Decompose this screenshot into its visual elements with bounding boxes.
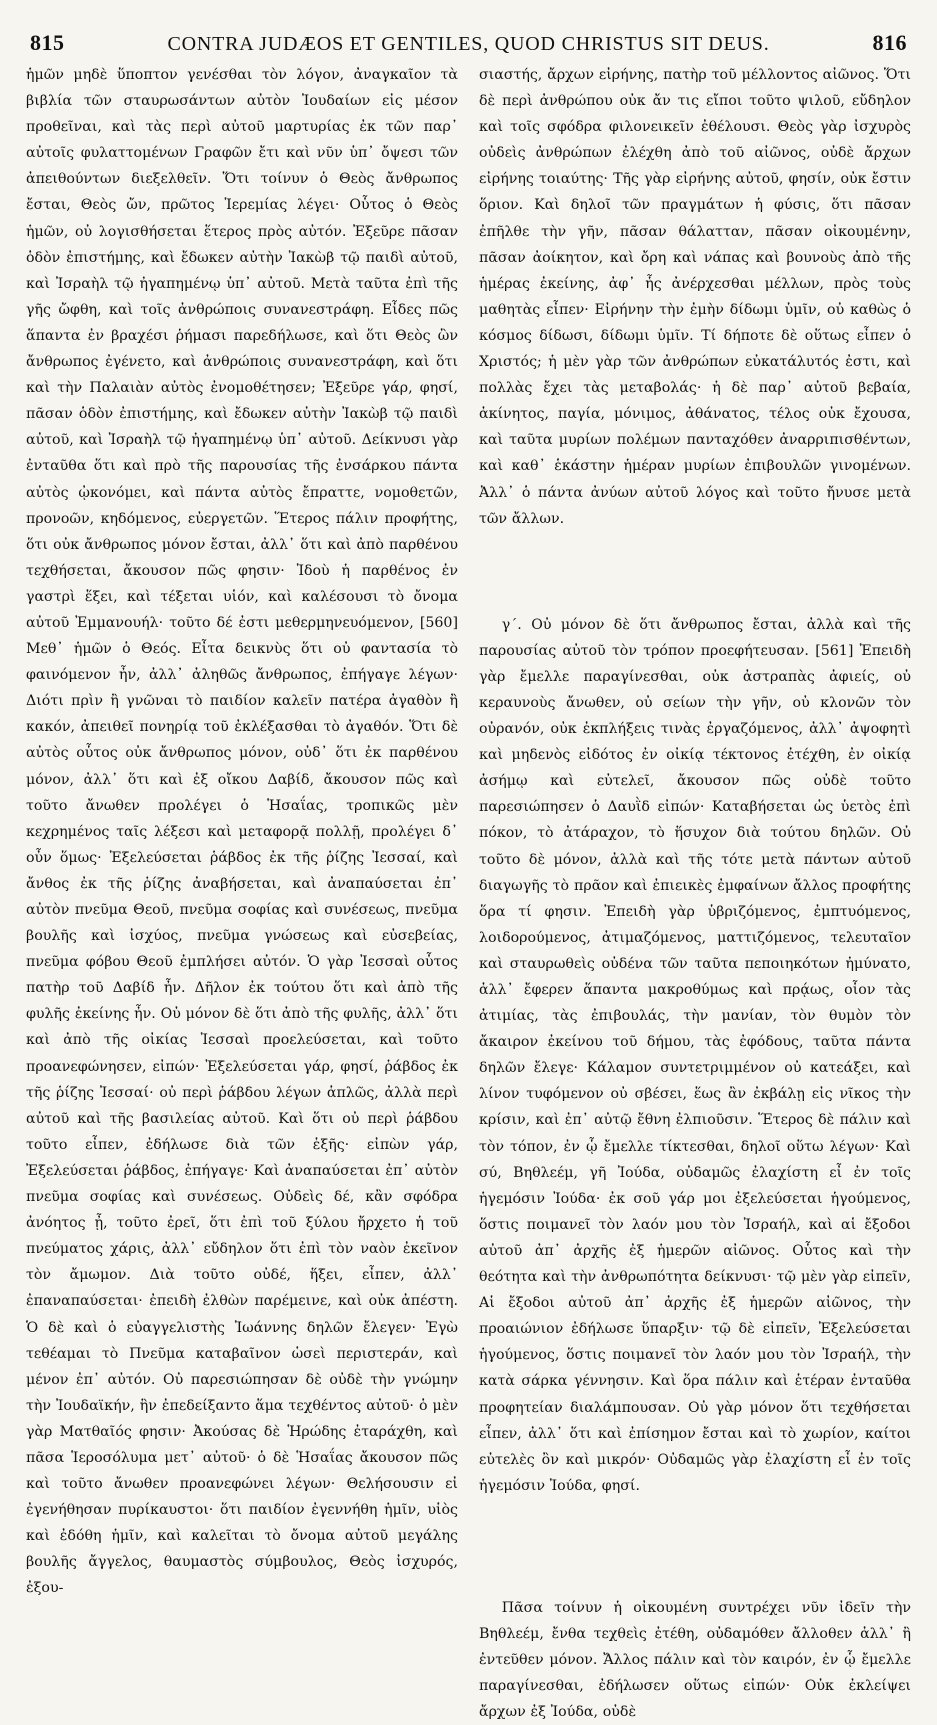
right-paragraph-2: γ΄. Οὐ μόνον δὲ ὅτι ἄνθρωπος ἔσται, ἀλλὰ καὶ τῆς παρουσίας αὐτοῦ τὸν τρόπον προεφήτευσαν. [561] Ἐπειδὴ γὰρ ἔμελλε παραγίνεσθαι, οὐκ ἀστραπὰς ἀφιείς, οὐ κεραυνοὺς ἄνωθεν, οὐ σείων τὴν γῆν, οὐ κλονῶν τὸν οὐρανόν, οὐκ ἐκπλήξεις τινὰς ἐργαζόμενος, ἀλλ᾽ ἀψοφητὶ καὶ μηδενὸς εἰδότος ἐν οἰκίᾳ τέκτονος ἐτέχθη, ἐν οἰκίᾳ ἀσήμῳ καὶ εὐτελεῖ, ἄκουσον πῶς οὐδὲ τοῦτο παρεσιώπησεν ὁ Δαυῒδ εἰπών· Καταβήσεται ὡς ὑετὸς ἐπὶ πόκον, τὸ ἀτάραχον, τὸ ἥσυχον διὰ τούτου δηλῶν. Οὐ τοῦτο δὲ μόνον, ἀλλὰ καὶ τῆς τότε μετὰ πάντων αὐτοῦ διαγωγῆς τὸ πρᾶον καὶ ἐπιεικὲς ἐμφαίνων ἄλλος προφήτης ὅρα τί φησιν. Ἐπειδὴ γὰρ ὑβριζόμενος, ἐμπτυόμενος, λοιδορούμενος, ἀτιμαζόμενος, ματτιζόμενος, τελευταῖον καὶ σταυρωθεὶς οὐδένα τῶν ταῦτα πεποιηκότων ἠμύνατο, ἀλλ᾽ ἔφερεν ἅπαντα μακροθύμως καὶ πρᾴως, οἷον τὰς ἀτιμίας, τὰς ἐπιβουλάς, τὴν μανίαν, τὸν θυμὸν τὸν ἄκαιρον ἐκείνου τοῦ δήμου, τὰς ἐφόδους, ταῦτα πάντα δηλῶν ἔλεγε· Κάλαμον συντετριμμένον οὐ κατεάξει, καὶ λίνον τυφόμενον οὐ σβέσει, ἕως ἂν ἐκβάλῃ εἰς νῖκος τὴν κρίσιν, καὶ ἐπ᾽ αὐτῷ ἔθνη ἐλπιοῦσιν. Ἕτερος δὲ πάλιν καὶ τὸν τόπον, ἐν ᾧ ἔμελλε τίκτεσθαι, δηλοῖ οὕτω λέγων· Καὶ σύ, Βηθλεέμ, γῆ Ἰούδα, οὐδαμῶς ἐλαχίστη εἶ ἐν τοῖς ἡγεμόσιν Ἰούδα· ἐκ σοῦ γάρ μοι ἐξελεύσεται ἡγούμενος, ὅστις ποιμανεῖ τὸν λαόν μου τὸν Ἰσραήλ, καὶ αἱ ἔξοδοι αὐτοῦ ἀπ᾽ ἀρχῆς ἐξ ἡμερῶν αἰῶνος. Οὗτος καὶ τὴν θεότητα καὶ τὴν ἀνθρωπότητα δείκνυσι· τῷ μὲν γὰρ εἰπεῖν, Αἱ ἔξοδοι αὐτοῦ ἀπ᾽ ἀρχῆς ἐξ ἡμερῶν αἰῶνος, τὴν προαιώνιον ἐδήλωσε ὕπαρξιν· τῷ δὲ εἰπεῖν, Ἐξελεύσεται ἡγούμενος, ὅστις ποιμανεῖ τὸν λαόν μου τὸν Ἰσραήλ, τὴν κατὰ σάρκα γέννησιν. Καὶ ὅρα πάλιν καὶ ἑτέραν ἐνταῦθα προφητείαν διαλάμπουσαν. Οὐ γὰρ μόνον ὅτι τεχθήσεται εἶπεν, ἀλλ᾽ ὅτι καὶ ἐπίσημον ἔσται καὶ τὸ χωρίον, καίτοι εὐτελὲς ὂν καὶ μικρόν· Οὐδαμῶς γὰρ ἐλαχίστη εἶ ἐν τοῖς ἡγεμόσιν Ἰούδα, φησί. bbox=[479, 616, 911, 1494]
left-paragraph-1: ἡμῶν μηδὲ ὕποπτον γενέσθαι τὸν λόγον, ἀναγκαῖον τὰ βιβλία τῶν σταυρωσάντων αὐτὸν Ἰουδαίων εἰς μέσον προθεῖναι, καὶ τὰς περὶ αὐτοῦ μαρτυρίας ἐκ τῶν παρ᾽ αὐτοῖς φυλαττομένων Γραφῶν ἔτι καὶ νῦν ὑπ᾽ ὄψεσι τῶν ἀπειθούντων διεξελθεῖν. Ὅτι τοίνυν ὁ Θεὸς ἄνθρωπος ἔσται, Θεὸς ὤν, πρῶτος Ἱερεμίας λέγει· Οὗτος ὁ Θεὸς ἡμῶν, οὐ λογισθήσεται ἕτερος πρὸς αὐτόν. Ἐξεῦρε πᾶσαν ὁδὸν ἐπιστήμης, καὶ ἔδωκεν αὐτὴν Ἰακὼβ τῷ παιδὶ αὐτοῦ, καὶ Ἰσραὴλ τῷ ἠγαπημένῳ ὑπ᾽ αὐτοῦ. Μετὰ ταῦτα ἐπὶ τῆς γῆς ὤφθη, καὶ τοῖς ἀνθρώποις συνανεστράφη. Εἶδες πῶς ἅπαντα ἐν βραχέσι ῥήμασι παρεδήλωσε, καὶ ὅτι Θεὸς ὢν ἄνθρωπος ἐγένετο, καὶ ἀνθρώποις συνανεστράφη, καὶ ὅτι καὶ τὴν Παλαιὰν αὐτὸς ἐνομοθέτησεν; Ἐξεῦρε γάρ, φησί, πᾶσαν ὁδὸν ἐπιστήμης, καὶ ἔδωκεν αὐτὴν Ἰακὼβ τῷ παιδὶ αὐτοῦ, καὶ Ἰσραὴλ τῷ ἠγαπημένῳ ὑπ᾽ αὐτοῦ. Δείκνυσι γὰρ ἐνταῦθα ὅτι καὶ πρὸ τῆς παρουσίας τῆς ἐνσάρκου πάντα αὐτὸς ᾠκονόμει, καὶ πάντα αὐτὸς ἔπραττε, νομοθετῶν, προνοῶν, κηδόμενος, εὐεργετῶν. Ἕτερος πάλιν προφήτης, ὅτι οὐκ ἄνθρωπος μόνον ἔσται, ἀλλ᾽ ὅτι καὶ ἀπὸ παρθένου τεχθήσεται, ἄκουσον πῶς φησιν· Ἰδοὺ ἡ παρθένος ἐν γαστρὶ ἕξει, καὶ τέξεται υἱόν, καὶ καλέσουσι τὸ ὄνομα αὐτοῦ Ἐμμανουήλ· τοῦτο δέ ἐστι μεθερμηνευόμενον, [560] Μεθ᾽ ἡμῶν ὁ Θεός. Εἶτα δεικνὺς ὅτι οὐ φαντασία τὸ φαινόμενον ἦν, ἀλλ᾽ ἀληθῶς ἄνθρωπος, ἐπήγαγε λέγων· Διότι πρὶν ἢ γνῶναι τὸ παιδίον καλεῖν πατέρα ἀγαθὸν ἢ κακόν, ἀπειθεῖ πονηρίᾳ τοῦ ἐκλέξασθαι τὸ ἀγαθόν. Ὅτι δὲ αὐτὸς οὗτος οὐκ ἄνθρωπος μόνον, οὐδ᾽ ὅτι ἐκ παρθένου μόνον, ἀλλ᾽ ὅτι καὶ ἐξ οἴκου Δαβίδ, ἄκουσον πῶς καὶ τοῦτο ἄνωθεν προλέγει ὁ Ἡσαΐας, τροπικῶς μὲν κεχρημένος ταῖς λέξεσι καὶ μεταφορᾷ πολλῇ, προλέγει δ᾽ οὖν ὅμως· Ἐξελεύσεται ῥάβδος ἐκ τῆς ῥίζης Ἰεσσαί, καὶ ἄνθος ἐκ τῆς ῥίζης ἀναβήσεται, καὶ ἀναπαύσεται ἐπ᾽ αὐτὸν πνεῦμα Θεοῦ, πνεῦμα σοφίας καὶ συνέσεως, πνεῦμα βουλῆς καὶ ἰσχύος, πνεῦμα γνώσεως καὶ εὐσεβείας, πνεῦμα φόβου Θεοῦ ἐμπλήσει αὐτόν. Ὁ γὰρ Ἰεσσαὶ οὗτος πατὴρ τοῦ Δαβίδ ἦν. Δῆλον ἐκ τούτου ὅτι καὶ ἀπὸ τῆς φυλῆς ἐκείνης ἦν. Οὐ μόνον δὲ ὅτι ἀπὸ τῆς φυλῆς, ἀλλ᾽ ὅτι καὶ ἀπὸ τῆς οἰκίας Ἰεσσαὶ προελεύσεται, καὶ τοῦτο προανεφώνησεν, εἰπών· Ἐξελεύσεται γάρ, φησί, ῥάβδος ἐκ τῆς ῥίζης Ἰεσσαί· οὐ περὶ ῥάβδου λέγων ἁπλῶς, ἀλλὰ περὶ αὐτοῦ καὶ τῆς βασιλείας αὐτοῦ. Καὶ ὅτι οὐ περὶ ῥάβδου τοῦτο εἶπεν, ἐδήλωσε διὰ τῶν ἑξῆς· εἰπὼν γάρ, Ἐξελεύσεται ῥάβδος, ἐπήγαγε· Καὶ ἀναπαύσεται ἐπ᾽ αὐτὸν πνεῦμα σοφίας καὶ συνέσεως. Οὐδεὶς δέ, κἂν σφόδρα ἀνόητος ᾖ, τοῦτο ἐρεῖ, ὅτι ἐπὶ τοῦ ξύλου ἤρχετο ἡ τοῦ πνεύματος χάρις, ἀλλ᾽ εὔδηλον ὅτι ἐπὶ τὸν ναὸν ἐκεῖνον τὸν ἄμωμον. Διὰ τοῦτο οὐδέ, ἥξει, εἶπεν, ἀλλ᾽ ἐπαναπαύσεται· ἐπειδὴ ἐλθὼν παρέμεινε, καὶ οὐκ ἀπέστη. Ὁ δὲ καὶ ὁ εὐαγγελιστὴς Ἰωάννης δηλῶν ἔλεγεν· Ἐγὼ τεθέαμαι τὸ Πνεῦμα καταβαῖνον ὡσεὶ περιστεράν, καὶ μένον ἐπ᾽ αὐτόν. Οὐ παρεσιώπησαν δὲ οὐδὲ τὴν γνώμην τὴν Ἰουδαϊκήν, ἣν ἐπεδείξαντο ἅμα τεχθέντος αὐτοῦ· ὁ μὲν γὰρ Ματθαῖός φησιν· Ἀκούσας δὲ Ἡρώδης ἐταράχθη, καὶ πᾶσα Ἱεροσόλυμα μετ᾽ αὐτοῦ· ὁ δὲ Ἡσαΐας ἄκουσον πῶς καὶ τοῦτο ἄνωθεν προανεφώνει λέγων· Θελήσουσιν εἰ ἐγενήθησαν πυρίκαυστοι· ὅτι παιδίον ἐγεννήθη ἡμῖν, υἱὸς καὶ ἐδόθη ἡμῖν, καὶ καλεῖται τὸ ὄνομα αὐτοῦ μεγάλης βουλῆς ἄγγελος, θαυμαστὸς σύμβουλος, Θεὸς ἰσχυρός, ἐξου- bbox=[26, 67, 458, 1597]
right-column bbox=[479, 62, 911, 1725]
running-title: CONTRA JUDÆOS ET GENTILES, QUOD CHRISTUS SIT DEUS. bbox=[167, 33, 770, 55]
two-column-body bbox=[26, 62, 911, 1725]
section-spacer bbox=[479, 532, 911, 612]
section-spacer bbox=[479, 1499, 911, 1595]
right-paragraph-3: Πᾶσα τοίνυν ἡ οἰκουμένη συντρέχει νῦν ἰδεῖν τὴν Βηθλεέμ, ἔνθα τεχθεὶς ἐτέθη, οὐδαμόθεν ἄλλοθεν ἀλλ᾽ ἢ ἐντεῦθεν μόνον. Ἄλλος πάλιν καὶ τὸν καιρόν, ἐν ᾧ ἔμελλε παραγίνεσθαι, ἐδήλωσεν οὕτως εἰπών· Οὐκ ἐκλείψει ἄρχων ἐξ Ἰούδα, οὐδὲ bbox=[479, 1599, 911, 1721]
page-header bbox=[26, 30, 911, 60]
right-paragraph-1: σιαστής, ἄρχων εἰρήνης, πατὴρ τοῦ μέλλοντος αἰῶνος. Ὅτι δὲ περὶ ἀνθρώπου οὐκ ἄν τις εἴποι τοῦτο ψιλοῦ, εὔδηλον καὶ τοῖς σφόδρα φιλονεικεῖν ἐθέλουσι. Θεὸς γὰρ ἰσχυρὸς οὐδεὶς ἀνθρώπων ἐλέχθη ἀπὸ τοῦ αἰῶνος, οὐδὲ ἄρχων εἰρήνης τοιαύτης· Τῆς γὰρ εἰρήνης αὐτοῦ, φησίν, οὐκ ἔστιν ὅριον. Καὶ δηλοῖ τῶν πραγμάτων ἡ φύσις, ὅτι πᾶσαν ἐπῆλθε τὴν γῆν, πᾶσαν θάλατταν, πᾶσαν οἰκουμένην, πᾶσαν ἀοίκητον, καὶ ὄρη καὶ νάπας καὶ βουνοὺς ἀπὸ τῆς ἡμέρας ἐκείνης, ἀφ᾽ ἧς ἀνέρχεσθαι μέλλων, πρὸς τοὺς μαθητὰς εἶπεν· Εἰρήνην τὴν ἐμὴν δίδωμι ὑμῖν, οὐ καθὼς ὁ κόσμος δίδωσι, δίδωμι ὑμῖν. Τί δήποτε δὲ οὕτως εἶπεν ὁ Χριστός; ἡ μὲν γὰρ τῶν ἀνθρώπων εὐκατάλυτός ἐστι, καὶ πολλὰς ἔχει τὰς μεταβολάς· ἡ δὲ παρ᾽ αὐτοῦ βεβαία, ἀκίνητος, παγία, μόνιμος, ἀθάνατος, τέλος οὐκ ἔχουσα, καὶ ταῦτα μυρίων πολέμων πανταχόθεν ἀναρριπισθέντων, καὶ καθ᾽ ἑκάστην ἡμέραν μυρίων ἐπιβουλῶν γινομένων. Ἀλλ᾽ ὁ πάντα ἀνύων αὐτοῦ λόγος καὶ τοῦτο ἤνυσε μετὰ τῶν ἄλλων. bbox=[479, 67, 911, 527]
page-number-right: 816 bbox=[872, 30, 907, 55]
page-number-left: 815 bbox=[30, 30, 65, 55]
left-column bbox=[26, 62, 458, 1725]
